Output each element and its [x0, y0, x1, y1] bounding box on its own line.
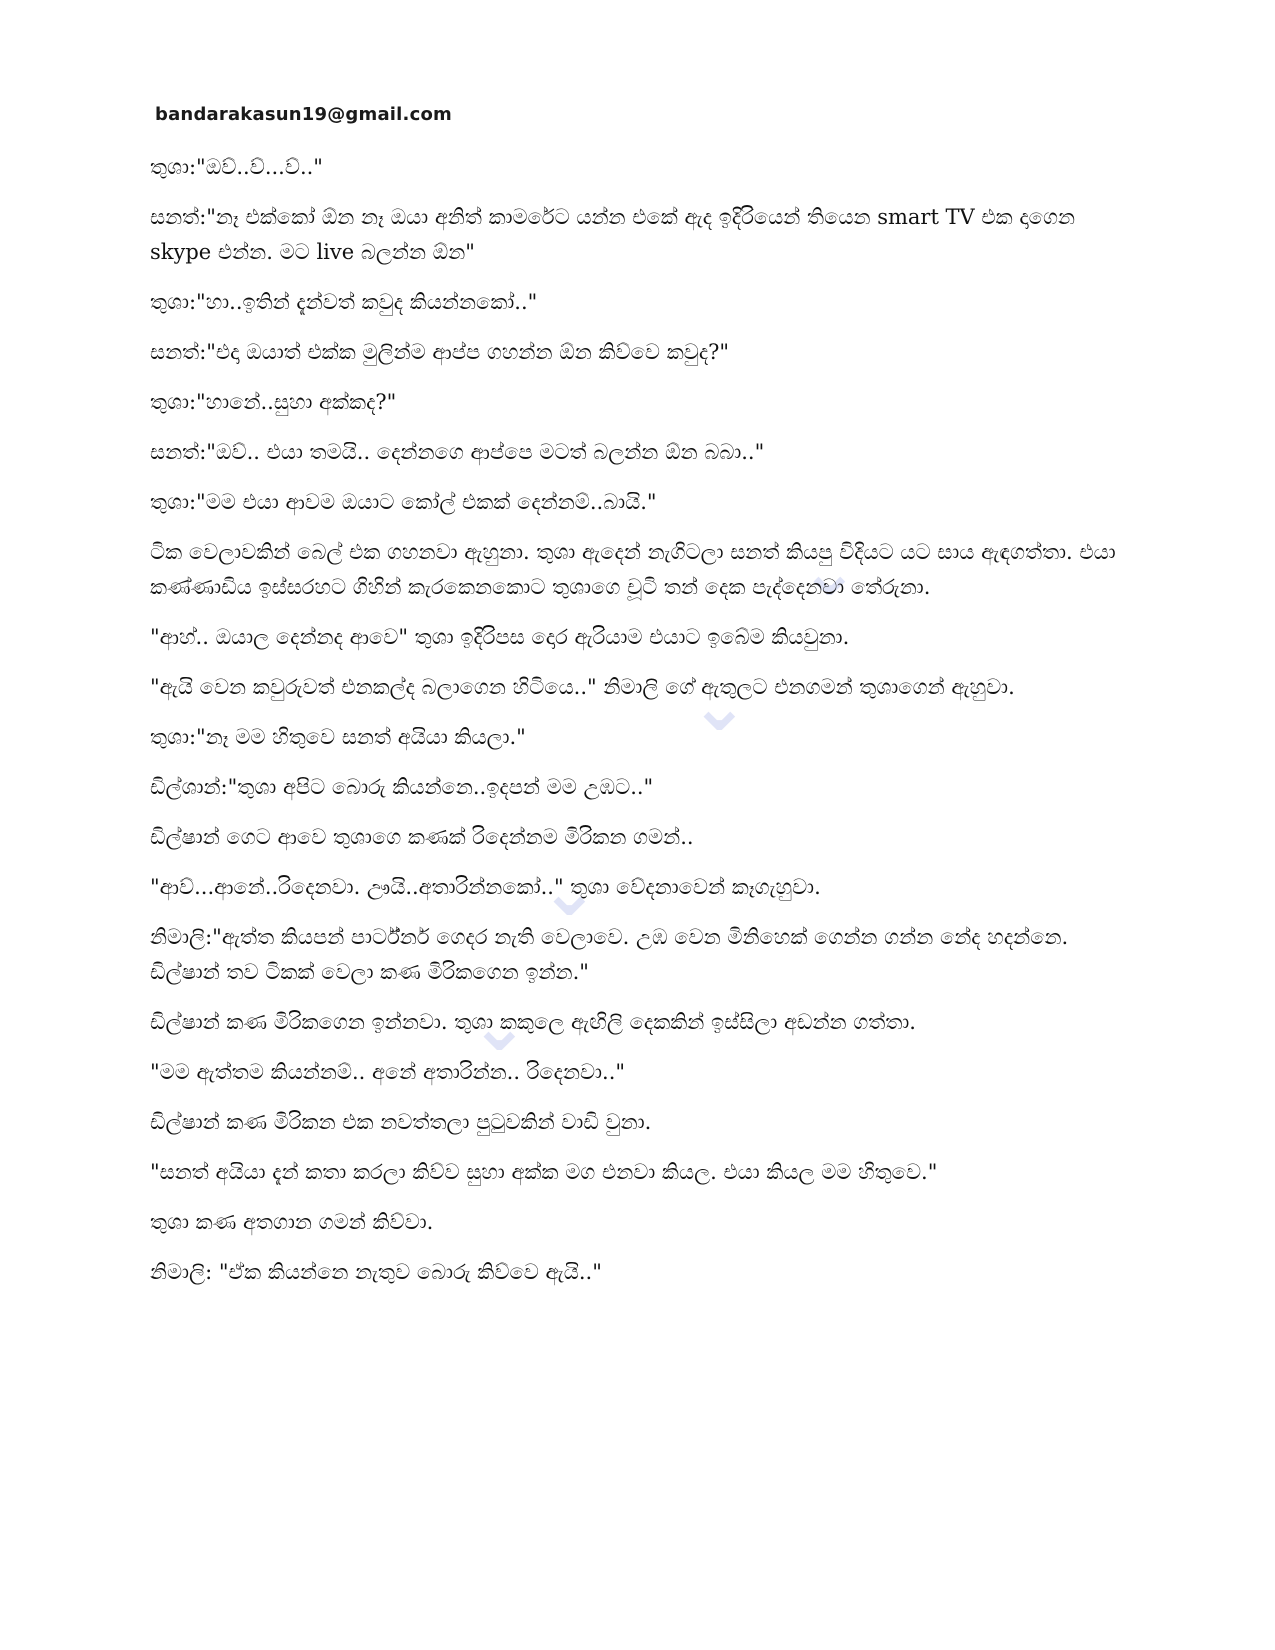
watermark-mark: ⌄ — [540, 850, 599, 932]
paragraph-16: ඩිල්ෂාන් කණ මිරිකගෙන ඉන්නවා. තුශා කකුලෙ ඇඟිලි දෙකකින් ඉස්සිලා අඩන්න ගත්තා. — [150, 1010, 916, 1034]
paragraph-3: තුශා:"හා..ඉතින් දැන්වත් කවුද කියන්නකෝ.." — [150, 290, 538, 314]
paragraph-1: තුශා:"ඔව්..ව්...ව්.." — [150, 155, 323, 179]
paragraph-12: ඩිල්ශාන්:"තුශා අපිට බොරු කියන්නෙ..ඉදපන් මම උඹට.." — [150, 775, 654, 799]
paragraph-4: සනත්:"එදා ඔයාත් එක්ක මුලින්ම ආප්ප ගහන්න ඕන කිව්වෙ කවුද?" — [150, 340, 730, 364]
paragraph-20: තුශා කණ අතගාන ගමන් කිව්වා. — [150, 1210, 434, 1234]
paragraph-17: "මම ඇත්තම කියන්නම්.. අනේ අතාරින්න.. රිදෙනවා.." — [150, 1060, 626, 1084]
watermark-mark: ⌄ — [470, 985, 529, 1067]
paragraph-6: සනත්:"ඔව්.. එයා තමයි.. දෙන්නගෙ ආප්පෙ මටත් බලන්න ඕන බබා.." — [150, 440, 765, 464]
paragraph-18: ඩිල්ෂාන් කණ මිරිකන එක නවත්තලා පුටුවකින් වාඩි වුනා. — [150, 1110, 652, 1134]
watermark-mark: ⌄ — [690, 665, 749, 747]
header-email: bandarakasun19@gmail.com — [155, 104, 452, 125]
paragraph-21: නිමාලි: "ඒක කියන්නෙ නැතුව බොරු කිව්වෙ ඇයි.." — [150, 1260, 602, 1284]
paragraph-14: "ආව්...ආනේ..රිදෙනවා. ඌයි..අතාරින්නකෝ.." තුශා වේදනාවෙන් කෑගැහුවා. — [150, 875, 821, 899]
paragraph-10: "ඇයි වෙන කවුරුවත් එනකල්ද බලාගෙන හිටියෙ.." නිමාලි ගේ ඇතුලට එනගමන් තුශාගෙන් ඇහුවා. — [150, 675, 1015, 699]
paragraph-2: සනත්:"නෑ එක්කෝ ඕන නෑ ඔයා අනිත් කාමරේට යන්න එකේ ඇද ඉදිරියෙන් තියෙන smart TV එක දාගෙන skype එන්න. මට live බලන්න ඕන" — [150, 205, 1076, 264]
paragraph-7: තුශා:"මම එයා ආවම ඔයාට කෝල් එකක් දෙන්නම්..බායි." — [150, 490, 657, 514]
paragraph-8: ටික වෙලාවකින් බෙල් එක ගහනවා ඇහුනා. තුශා ඇදෙන් නැගිටලා සනත් කියපු විදියට යට සාය ඇඳගත්තා. එයා කණ්ණාඩිය ඉස්සරහට ගිහින් කැරකෙනකොට තුශාගෙ චූටි තන් දෙක පැද්දෙනවා තේරුනා. — [150, 540, 1116, 599]
watermark-mark: ⌄ — [800, 530, 859, 612]
paragraph-11: තුශා:"නෑ මම හිතුවෙ සනත් අයියා කියලා." — [150, 725, 526, 749]
story-body — [150, 150, 1130, 1305]
paragraph-5: තුශා:"හානේ..සුහා අක්කද?" — [150, 390, 397, 414]
paragraph-9: "ආහ්.. ඔයාල දෙන්නද ආවෙ" තුශා ඉදිරිපස දොර ඇරියාම එයාට ඉබේම කියවුනා. — [150, 625, 850, 649]
paragraph-13: ඩිල්ෂාන් ගෙට ආවෙ තුශාගෙ කණක් රිදෙන්නම මිරිකන ගමන්.. — [150, 825, 694, 849]
paragraph-15: නිමාලි:"ඇත්ත කියපන් පාර්ට්නර් ගෙදර නැති වෙලාවෙ. උඹ වෙන මිනිහෙක් ගෙන්න ගන්න නේද හදන්නෙ. ඩිල්ෂාන් තව ටිකක් වෙලා කණ මිරිකගෙන ඉන්න." — [150, 925, 1069, 984]
paragraph-19: "සනත් අයියා දැන් කතා කරලා කිව්ව සුහා අක්ක මග එනවා කියල. එයා කියල මම හිතුවෙ." — [150, 1160, 938, 1184]
